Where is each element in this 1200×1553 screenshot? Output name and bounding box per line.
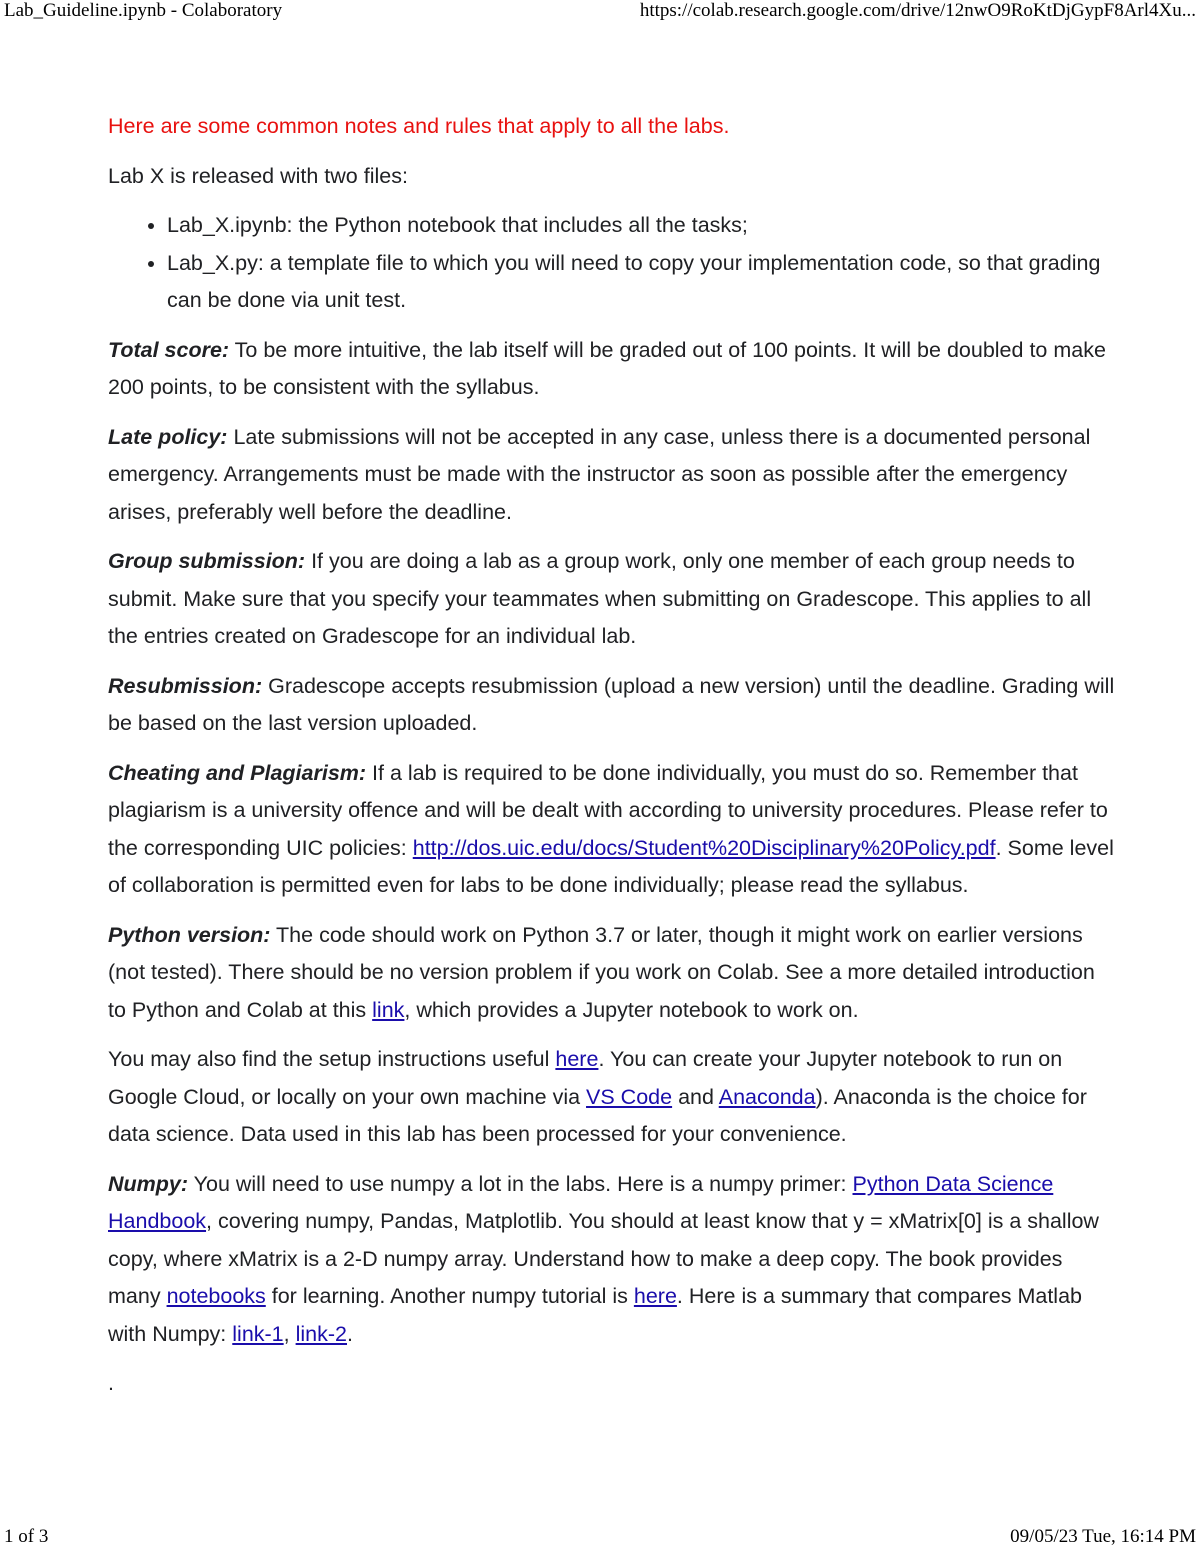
- files-list: [108, 207, 1118, 320]
- numpy-paragraph: [108, 1166, 1118, 1354]
- python-colab-intro-link[interactable]: link: [372, 997, 405, 1022]
- numpy-text-3: for learning. Another numpy tutorial is: [265, 1284, 634, 1308]
- page-number: 1 of 3: [4, 1526, 49, 1547]
- resubmission-text: Gradescope accepts resubmission (upload a new version) until the deadline. Grading will be based on the last version uploaded.: [108, 673, 1115, 735]
- list-item: • Lab_X.ipynb: the Python notebook that includes all the tasks;: [167, 207, 1118, 245]
- notebook-text-cell: [108, 108, 1118, 1415]
- late-policy-term: Late policy:: [108, 424, 228, 449]
- print-datetime: 09/05/23 Tue, 16:14 PM: [1010, 1526, 1196, 1547]
- setup-text-4: ). Anaconda is the choice for data science. Data used in this lab has been processed for your convenience.: [108, 1084, 1087, 1146]
- total-score-paragraph: [108, 332, 1118, 407]
- cheating-term: Cheating and Plagiarism:: [108, 760, 367, 785]
- files-intro: Lab X is released with two files:: [108, 163, 408, 188]
- numpy-text-2: , covering numpy, Pandas, Matplotlib. You should at least know that y = xMatrix[0] is a shallow copy, where xMatrix is a 2-D numpy array. Understand how to make a deep copy. The book provides many: [108, 1209, 1099, 1308]
- print-footer: [0, 1526, 1200, 1550]
- setup-text-1: You may also find the setup instructions useful: [108, 1047, 556, 1071]
- python-version-text-2: , which provides a Jupyter notebook to work on.: [404, 997, 859, 1022]
- numpy-text-5: ,: [283, 1321, 296, 1346]
- uic-policy-link[interactable]: http://dos.uic.edu/docs/Student%20Disciplinary%20Policy.pdf: [412, 835, 996, 860]
- group-submission-text: If you are doing a lab as a group work, only one member of each group needs to submit. Make sure that you specify your teammates when submitting on Gradescope. This applies to all the entries created on Gradescope for an individual lab.: [108, 549, 1092, 648]
- setup-paragraph: [108, 1041, 1118, 1154]
- notebooks-link[interactable]: notebooks: [166, 1284, 266, 1308]
- page-url: https://colab.research.google.com/drive/12nwO9RoKtDjGypF8Arl4Xu...: [639, 0, 1196, 21]
- setup-text-2: . You can create your Jupyter notebook to run on Google Cloud, or locally on your own machine via: [108, 1047, 1063, 1109]
- group-submission-paragraph: [108, 543, 1118, 656]
- anaconda-link[interactable]: Anaconda: [718, 1084, 816, 1109]
- setup-text-3: and: [672, 1084, 719, 1109]
- cheating-paragraph: [108, 755, 1118, 905]
- total-score-text: To be more intuitive, the lab itself will be graded out of 100 points. It will be doubled to make 200 points, to be consistent with the syllabus.: [108, 337, 1106, 399]
- matlab-numpy-link-1[interactable]: link-1: [232, 1321, 284, 1346]
- page-title: Lab_Guideline.ipynb - Colaboratory: [4, 0, 283, 21]
- resubmission-term: Resubmission:: [108, 673, 263, 698]
- vscode-link[interactable]: VS Code: [586, 1084, 673, 1109]
- handbook-link[interactable]: Python Data Science Handbook: [108, 1171, 1054, 1233]
- numpy-text-4: . Here is a summary that compares Matlab with Numpy:: [108, 1284, 1082, 1346]
- cheating-text-2: . Some level of collaboration is permitted even for labs to be done individually; please read the syllabus.: [108, 835, 1114, 897]
- matlab-numpy-link-2[interactable]: link-2: [295, 1321, 347, 1346]
- resubmission-paragraph: [108, 668, 1118, 743]
- total-score-term: Total score:: [108, 337, 230, 362]
- late-policy-paragraph: [108, 419, 1118, 532]
- intro-note: Here are some common notes and rules that apply to all the labs.: [108, 114, 730, 138]
- group-submission-term: Group submission:: [108, 549, 306, 573]
- late-policy-text: Late submissions will not be accepted in any case, unless there is a documented personal emergency. Arrangements must be made with the instructor as soon as possible after the emergency arises, preferably well before the deadline.: [108, 424, 1091, 524]
- numpy-term: Numpy:: [108, 1171, 189, 1196]
- print-header: [0, 0, 1200, 24]
- setup-instructions-link[interactable]: here: [555, 1047, 599, 1071]
- python-version-text-1: The code should work on Python 3.7 or later, though it might work on earlier versions (not tested). There should be no version problem if you work on Colab. See a more detailed introduction to Python and Colab at this: [108, 922, 1095, 1022]
- numpy-tutorial-link[interactable]: here: [633, 1284, 677, 1308]
- python-version-term: Python version:: [108, 922, 271, 947]
- numpy-text-1: You will need to use numpy a lot in the labs. Here is a numpy primer:: [188, 1171, 853, 1196]
- list-item: • Lab_X.py: a template file to which you will need to copy your implementation code, so that grading can be done via unit test.: [167, 245, 1118, 320]
- trailing-dot: .: [108, 1371, 114, 1395]
- numpy-text-6: .: [347, 1321, 353, 1346]
- cheating-text-1: If a lab is required to be done individually, you must do so. Remember that plagiarism is a university offence and will be dealt with according to university procedures. Please refer to the corresponding UIC policies:: [108, 760, 1108, 860]
- python-version-paragraph: [108, 917, 1118, 1030]
